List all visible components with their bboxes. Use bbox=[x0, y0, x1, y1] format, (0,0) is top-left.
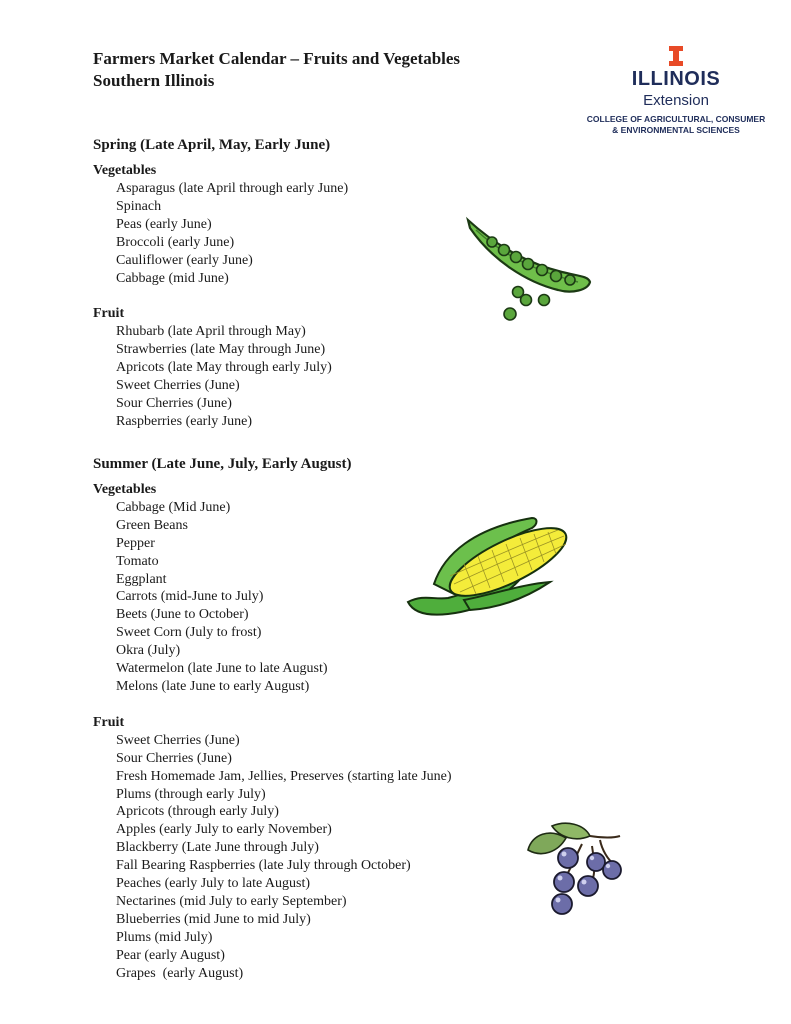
category-title: Vegetables bbox=[93, 163, 157, 178]
list-item: Carrots (mid-June to July) bbox=[116, 589, 264, 605]
block-i-logo-icon bbox=[669, 46, 683, 66]
list-item: Plums (mid July) bbox=[116, 929, 213, 945]
list-item: Fresh Homemade Jam, Jellies, Preserves (starting late June) bbox=[116, 768, 452, 784]
list-item: Okra (July) bbox=[116, 643, 181, 659]
list-item: Tomato bbox=[116, 553, 159, 569]
list-item: Blueberries (mid June to mid July) bbox=[116, 911, 311, 927]
list-item: Pear (early August) bbox=[116, 947, 225, 963]
list-item: Cabbage (mid June) bbox=[116, 270, 229, 286]
list-item: Sour Cherries (June) bbox=[116, 750, 232, 766]
category-title: Fruit bbox=[93, 714, 125, 730]
document-subtitle: Southern Illinois bbox=[93, 71, 215, 90]
season-spring bbox=[93, 134, 693, 431]
item-list bbox=[93, 323, 693, 430]
list-item: Beets (June to October) bbox=[116, 607, 249, 623]
list-item: Rhubarb (late April through May) bbox=[116, 324, 306, 340]
list-item: Apples (early July to early November) bbox=[116, 822, 332, 838]
list-item: Asparagus (late April through early June) bbox=[116, 181, 349, 196]
list-item: Blackberry (Late June through July) bbox=[116, 840, 319, 856]
berry-cluster-icon bbox=[522, 820, 626, 918]
pea-pod-icon bbox=[462, 214, 594, 326]
season-title: Summer (Late June, July, Early August) bbox=[93, 455, 352, 472]
list-item: Green Beans bbox=[116, 517, 188, 533]
illinois-extension-logo bbox=[580, 46, 772, 140]
list-item: Grapes (early August) bbox=[116, 965, 244, 981]
season-title: Spring (Late April, May, Early June) bbox=[93, 137, 331, 153]
list-item: Strawberries (late May through June) bbox=[116, 342, 326, 358]
category-title: Fruit bbox=[93, 306, 125, 322]
category-title: Vegetables bbox=[93, 481, 157, 497]
list-item: Apricots (through early July) bbox=[116, 804, 279, 820]
item-list bbox=[93, 180, 693, 287]
list-item: Peaches (early July to late August) bbox=[116, 876, 311, 892]
logo-college-line-2: & ENVIRONMENTAL SCIENCES bbox=[612, 125, 740, 135]
logo-unit: Extension bbox=[643, 92, 709, 109]
list-item: Sour Cherries (June) bbox=[116, 396, 232, 412]
list-item: Peas (early June) bbox=[116, 216, 212, 232]
list-item: Cauliflower (early June) bbox=[116, 252, 253, 268]
list-item: Melons (late June to early August) bbox=[116, 678, 310, 694]
list-item: Eggplant bbox=[116, 571, 167, 587]
list-item: Fall Bearing Raspberries (late July through October) bbox=[116, 858, 411, 874]
document-title: Farmers Market Calendar – Fruits and Vegetables bbox=[93, 49, 461, 68]
list-item: Sweet Corn (July to frost) bbox=[116, 625, 262, 641]
item-list bbox=[93, 499, 693, 696]
list-item: Spinach bbox=[116, 198, 162, 214]
list-item: Pepper bbox=[116, 535, 155, 551]
list-item: Apricots (late May through early July) bbox=[116, 360, 332, 376]
logo-college-line-1: COLLEGE OF AGRICULTURAL, CONSUMER bbox=[586, 114, 766, 124]
logo-wordmark: ILLINOIS bbox=[631, 68, 721, 90]
list-item: Cabbage (Mid June) bbox=[116, 499, 231, 515]
list-item: Raspberries (early June) bbox=[116, 413, 253, 429]
list-item: Plums (through early July) bbox=[116, 786, 266, 802]
corn-cob-icon bbox=[404, 514, 572, 618]
list-item: Watermelon (late June to late August) bbox=[116, 661, 328, 677]
list-item: Broccoli (early June) bbox=[116, 234, 235, 250]
list-item: Sweet Cherries (June) bbox=[116, 378, 240, 394]
list-item: Sweet Cherries (June) bbox=[116, 732, 240, 748]
list-item: Nectarines (mid July to early September) bbox=[116, 894, 347, 909]
